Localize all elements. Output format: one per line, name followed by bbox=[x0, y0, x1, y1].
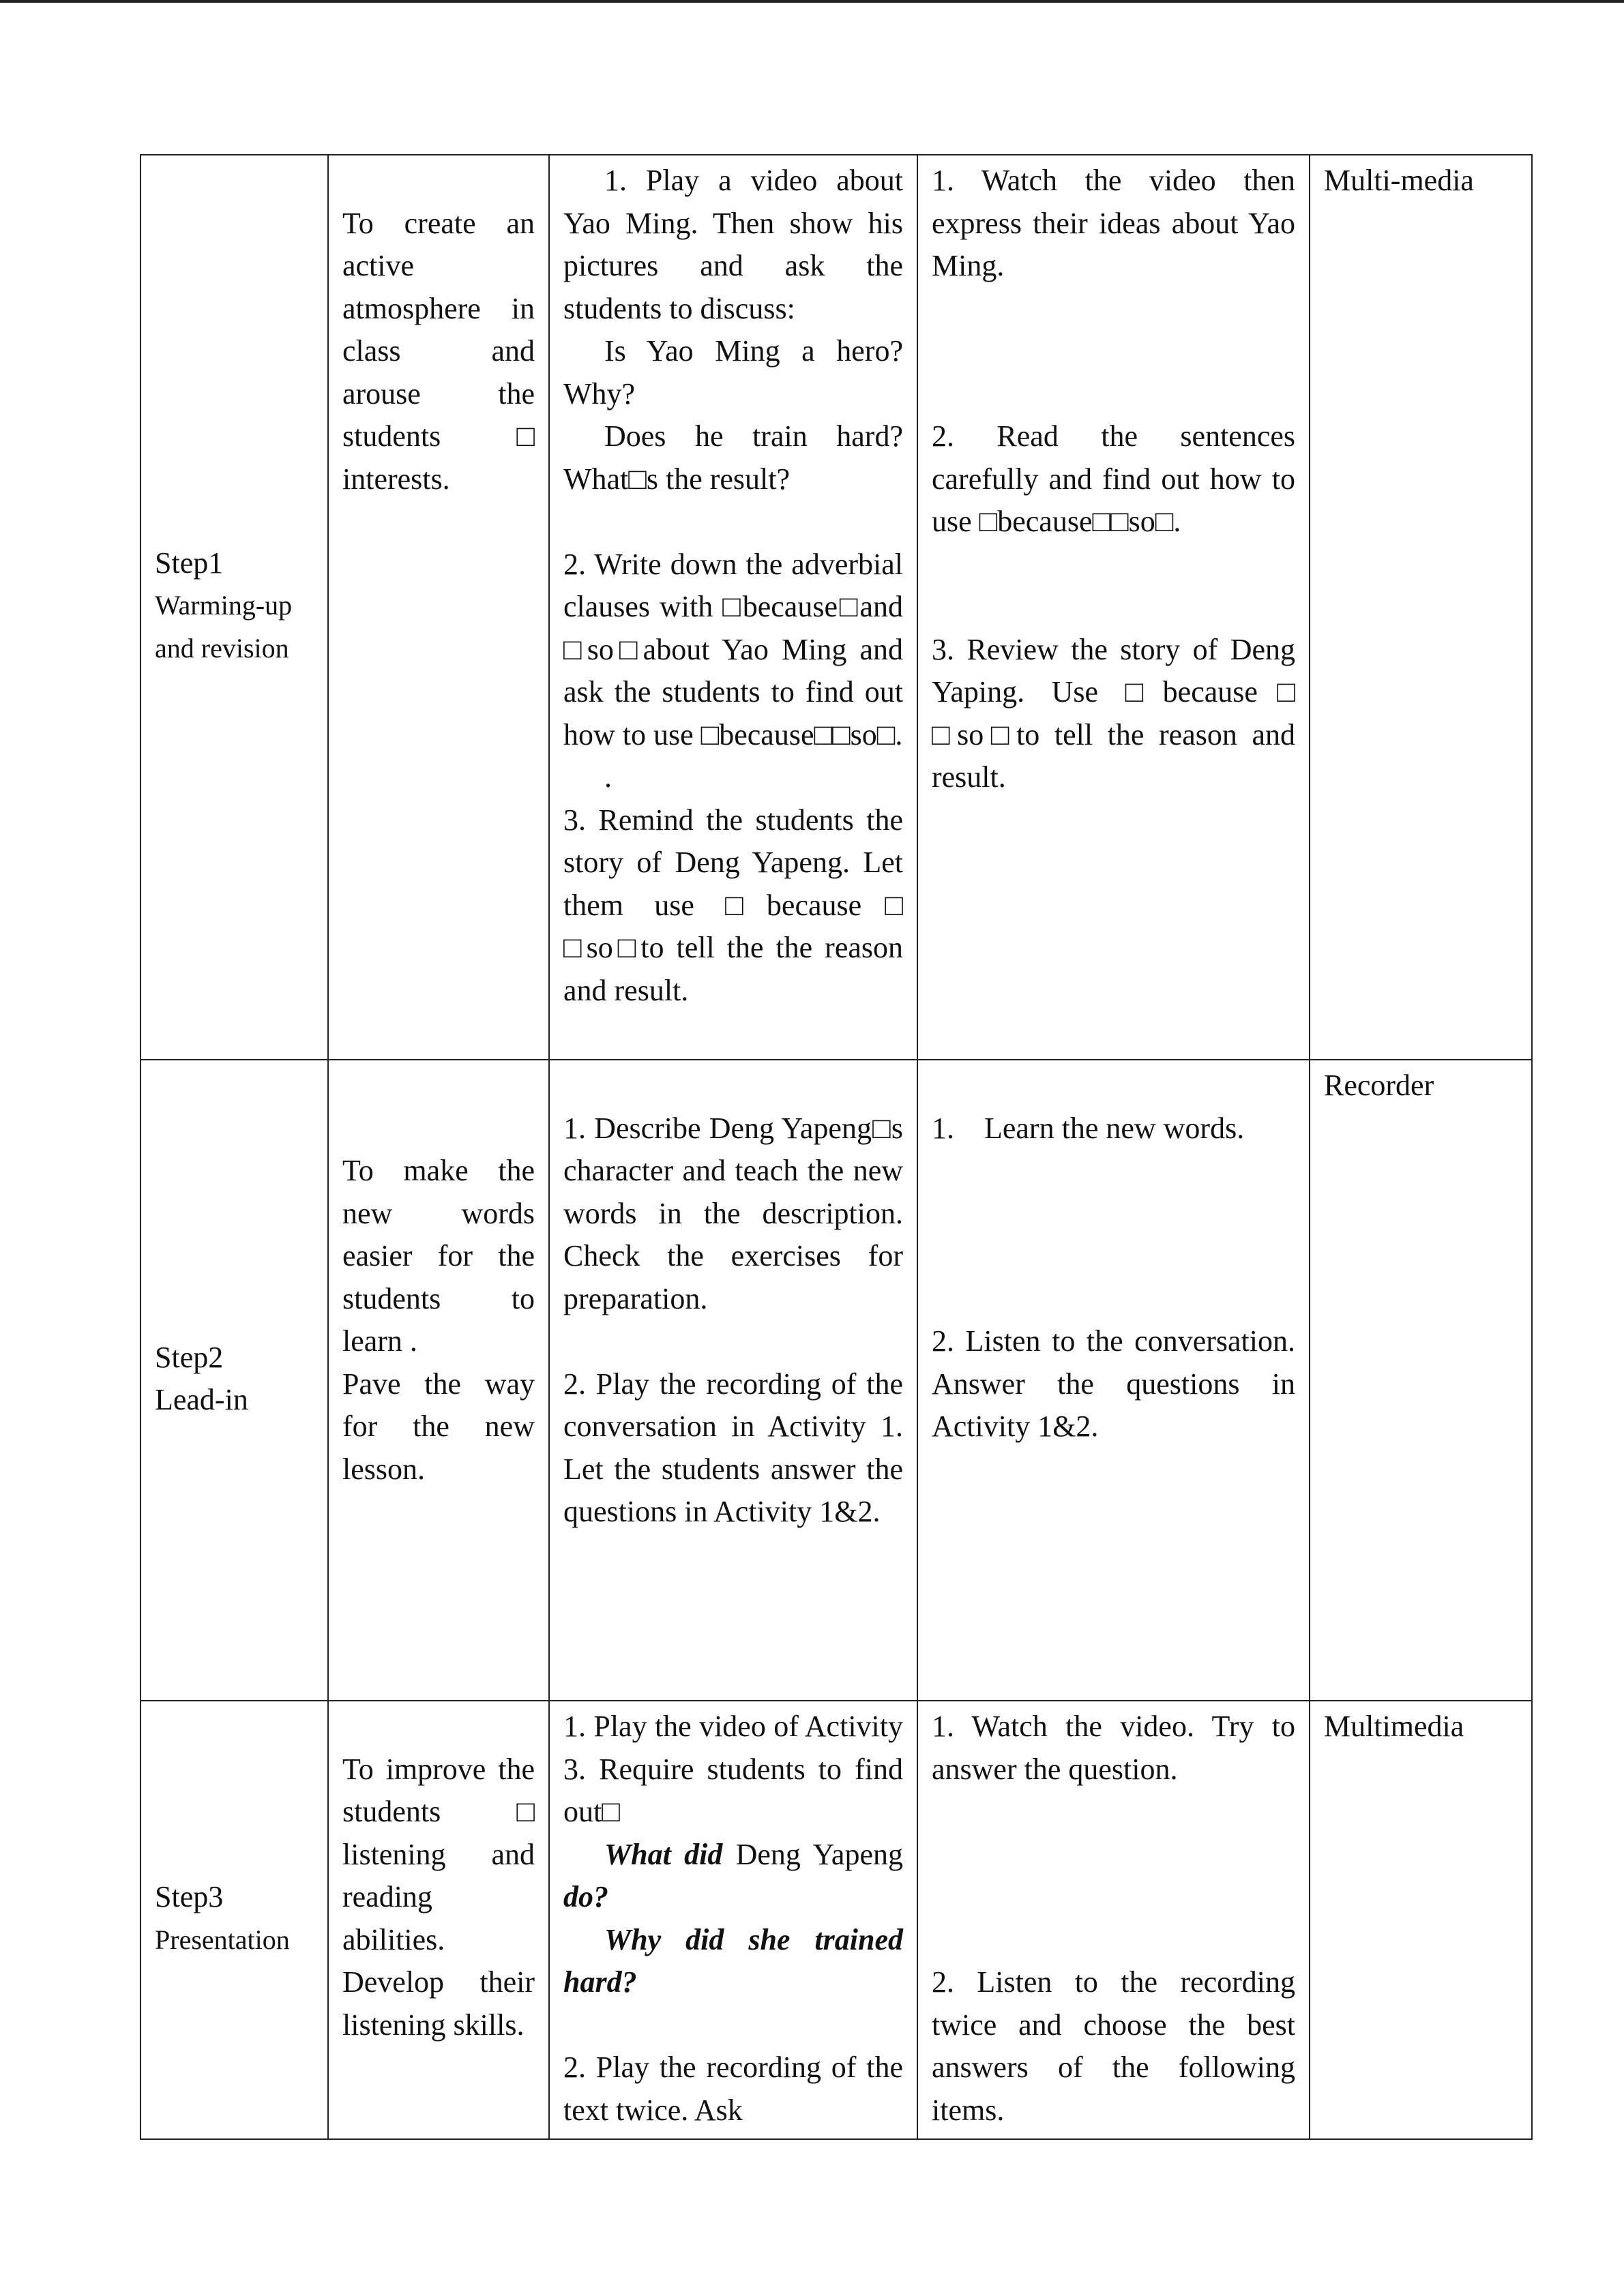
question-1-part-c: do? bbox=[563, 1880, 608, 1913]
media-cell bbox=[1310, 1701, 1532, 2139]
step-subtitle: Warming-up and revision bbox=[155, 590, 293, 664]
teacher-activity-cell bbox=[549, 155, 917, 1060]
aim-cell bbox=[328, 1701, 549, 2139]
teacher-activity-cell bbox=[549, 1060, 917, 1701]
teacher-question-1 bbox=[563, 1834, 903, 1919]
student-step-1: 1. Watch the video then express their ideas about Yao Ming. bbox=[932, 164, 1295, 282]
media-label: Multimedia bbox=[1324, 1710, 1464, 1743]
teacher-step-3: 3. Remind the students the story of Deng Yapeng. Let them use □because□ □so□to tell the the reason and result. bbox=[563, 803, 903, 1007]
teacher-dot: . bbox=[604, 760, 612, 794]
teacher-step-2: 2. Play the recording of the text twice. Ask bbox=[563, 2051, 903, 2127]
step-subtitle: Lead-in bbox=[155, 1383, 248, 1416]
media-cell bbox=[1310, 155, 1532, 1060]
question-1-part-a: What did bbox=[604, 1837, 723, 1871]
student-activity-cell bbox=[917, 1701, 1310, 2139]
aim-text: To make the new words easier for the students to learn . bbox=[342, 1154, 535, 1358]
teacher-question-1: Is Yao Ming a hero? Why? bbox=[563, 334, 903, 411]
step-cell bbox=[141, 155, 328, 1060]
teacher-step-2: 2. Write down the adverbial clauses with □because□and □so□about Yao Ming and ask the students to find out how to use □because□□so□. bbox=[563, 547, 903, 751]
step-title: Step3 bbox=[155, 1880, 224, 1913]
student-activity-cell bbox=[917, 1060, 1310, 1701]
aim-text-2: Pave the way for the new lesson. bbox=[342, 1367, 535, 1486]
aim-text: To improve the students□ listening and reading abilities. bbox=[342, 1752, 535, 1956]
step-subtitle: Presentation bbox=[155, 1924, 290, 1955]
media-label: Recorder bbox=[1324, 1069, 1434, 1102]
teacher-step-1: 1. Describe Deng Yapeng□s character and teach the new words in the description. Check the exercises for preparation. bbox=[563, 1111, 903, 1315]
teacher-question-2: Why did she trained hard? bbox=[563, 1922, 903, 1999]
aim-cell bbox=[328, 1060, 549, 1701]
step-cell bbox=[141, 1701, 328, 2139]
student-activity-cell bbox=[917, 155, 1310, 1060]
teacher-question-2: Does he train hard? What□s the result? bbox=[563, 419, 903, 496]
step-title: Step2 bbox=[155, 1340, 224, 1374]
student-step-1: 1. Learn the new words. bbox=[932, 1111, 1245, 1145]
media-label: Multi-media bbox=[1324, 164, 1474, 197]
table-row bbox=[141, 155, 1532, 1060]
table-row bbox=[141, 1060, 1532, 1701]
teacher-activity-cell bbox=[549, 1701, 917, 2139]
student-step-2: 2. Read the sentences carefully and find out how to use □because□□so□. bbox=[932, 419, 1295, 538]
teacher-step-2: 2. Play the recording of the conversation in Activity 1. Let the students answer the questions in Activity 1&2. bbox=[563, 1367, 903, 1528]
media-cell bbox=[1310, 1060, 1532, 1701]
aim-text-2: Develop their listening skills. bbox=[342, 1965, 535, 2042]
lesson-plan-table bbox=[140, 154, 1533, 2140]
table-row bbox=[141, 1701, 1532, 2139]
aim-text: To create an active atmosphere in class and arouse the students□ interests. bbox=[342, 206, 535, 496]
step-title: Step1 bbox=[155, 546, 224, 580]
student-step-1: 1. Watch the video. Try to answer the question. bbox=[932, 1710, 1295, 1786]
step-cell bbox=[141, 1060, 328, 1701]
teacher-step-1: 1. Play a video about Yao Ming. Then show his pictures and ask the students to discuss: bbox=[563, 164, 903, 325]
student-step-3: 3. Review the story of Deng Yaping. Use □because□ □so□to tell the reason and result. bbox=[932, 632, 1295, 794]
teacher-step-1: 1. Play the video of Activity 3. Require students to find out□ bbox=[563, 1710, 903, 1828]
question-1-part-b: Deng Yapeng bbox=[722, 1837, 903, 1871]
student-step-2: 2. Listen to the recording twice and choose the best answers of the following items. bbox=[932, 1965, 1295, 2127]
aim-cell bbox=[328, 155, 549, 1060]
student-step-2: 2. Listen to the conversation. Answer the questions in Activity 1&2. bbox=[932, 1324, 1295, 1443]
page-top-rule bbox=[0, 0, 1624, 3]
